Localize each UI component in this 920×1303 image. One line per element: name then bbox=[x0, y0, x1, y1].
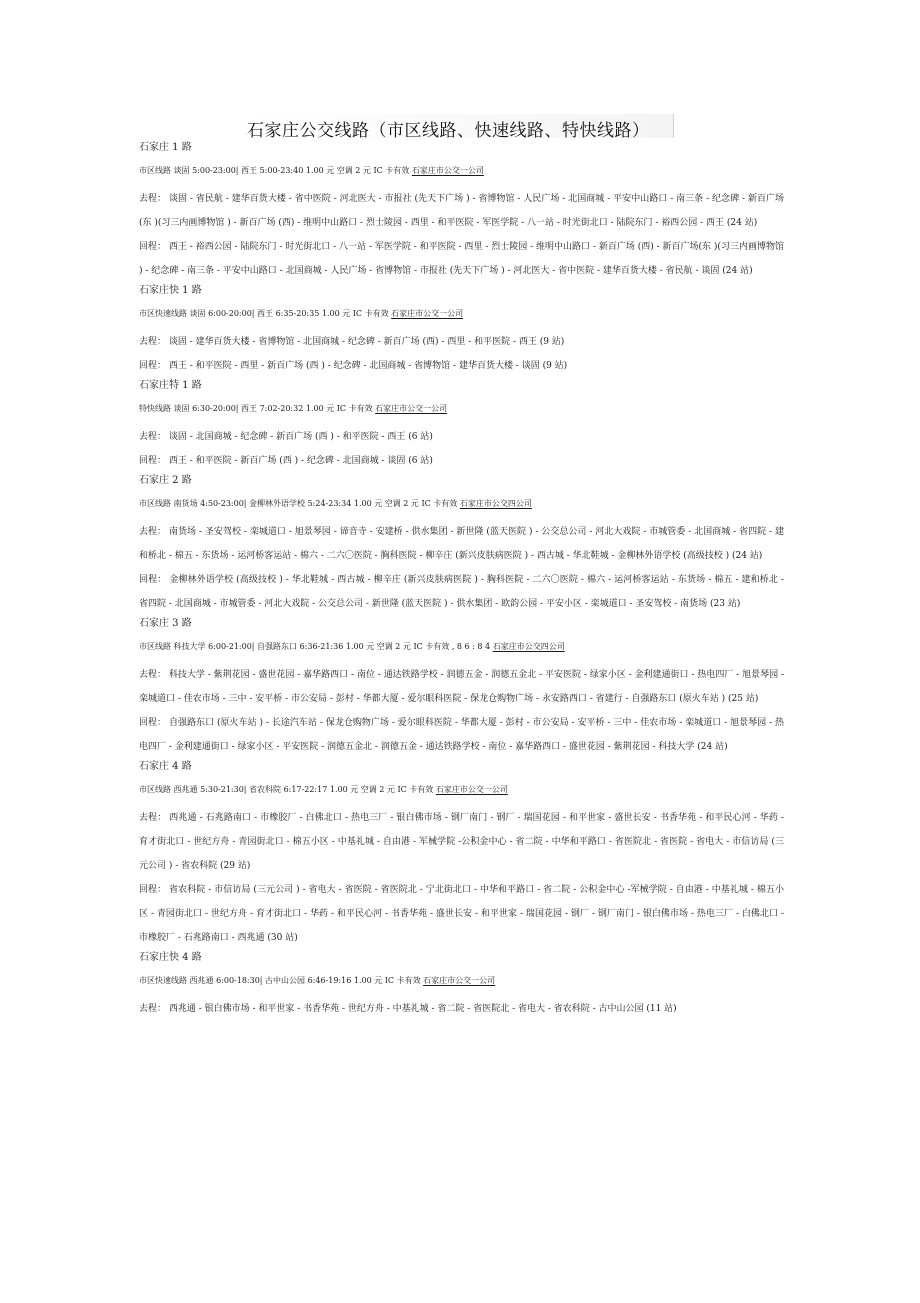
route-company: 石家庄市公交一公司 bbox=[391, 309, 464, 318]
route-name: 石家庄 1 路 bbox=[139, 142, 192, 153]
route-list bbox=[139, 140, 784, 1021]
route-schedule: 特快线路 谈固 6:30-20:00| 西王 7:02-20:32 1.00 元 IC 卡有效 bbox=[139, 404, 373, 413]
route-info bbox=[139, 308, 784, 320]
route-block bbox=[139, 475, 784, 616]
route-outbound: 去程： 西兆通 - 石兆路南口 - 市橡胶厂 - 白佛北口 - 热电三厂 - 银白佛市场 - 钢厂南门 - 钢厂 - 瑞国花园 - 和平世家 - 盛世长安 - 书香华苑 - 和平民心河 - 华药 - 育才街北口 - 世纪方舟 - 青园街北口 - 棉五小区 - 中基礼城 - 自由港 - 军械学院 -公积金中心 - 省二院 - 中华和平路口 - 省医院北 - 省医院 - 省电大 - 市信访局 (三元公司 ) - 省农科院 (29 站) bbox=[139, 813, 784, 871]
route-name: 石家庄 4 路 bbox=[139, 761, 192, 772]
route-block bbox=[139, 380, 784, 473]
route-outbound: 去程： 谈固 - 省民航 - 建华百货大楼 - 省中医院 - 河北医大 - 市报社 (先天下广场 ) - 省博物馆 - 人民广场 - 北国商城 - 平安中山路口 - 南三条 - 纪念碑 - 新百广场 (东 )(习三内画博物馆 ) - 新百广场 (西) - 维明中山路口 - 烈士陵园 - 西里 - 和平医院 - 军医学院 - 八一站 - 时光街北口 - 陆院东门 - 裕西公园 - 西王 (24 站) bbox=[139, 194, 784, 228]
route-info bbox=[139, 165, 784, 177]
route-company: 石家庄市公交一公司 bbox=[411, 166, 484, 175]
route-name: 石家庄快 1 路 bbox=[139, 285, 202, 296]
route-info bbox=[139, 975, 784, 987]
title-box bbox=[243, 114, 674, 141]
route-schedule: 市区线路 南货场 4:50-23:00| 金柳林外语学校 5:24-23:34 1.00 元 空调 2 元 IC 卡有效 bbox=[139, 499, 458, 508]
route-inbound: 回程： 省农科院 - 市信访局 (三元公司 ) - 省电大 - 省医院 - 省医院北 - 宁北街北口 - 中华和平路口 - 省二院 - 公积金中心 -军械学院 - 自由港 - 中基礼城 - 棉五小区 - 青园街北口 - 世纪方舟 - 育才街北口 - 华药 - 和平民心河 - 书香华苑 - 盛世长安 - 和平世家 - 瑞国花园 - 钢厂 - 钢厂南门 - 银白佛市场 - 热电三厂 - 白佛北口 - 市橡胶厂 - 石兆路南口 - 西兆通 (30 站) bbox=[139, 885, 784, 943]
route-block bbox=[139, 952, 784, 1021]
route-inbound: 回程： 金柳林外语学校 (高级技校 ) - 华北鞋城 - 西古城 - 柳辛庄 (新兴皮肤病医院 ) - 胸科医院 - 二六〇医院 - 棉六 - 运河桥客运站 - 东货场 - 棉五 - 建和桥北 - 省四院 - 北国商城 - 市城管委 - 河北大戏院 - 公交总公司 - 新世隆 (蓝天医院 ) - 供水集团 - 欧韵公园 - 平安小区 - 栾城道口 - 圣安驾校 - 南货场 (23 站) bbox=[139, 575, 784, 609]
route-info bbox=[139, 403, 784, 415]
page-title: 石家庄公交线路（市区线路、快速线路、特快线路） bbox=[247, 121, 650, 141]
route-schedule: 市区快速线路 西兆通 6:00-18:30| 古中山公园 6:46-19:16 1.00 元 IC 卡有效 bbox=[139, 976, 421, 985]
route-block bbox=[139, 761, 784, 950]
route-company: 石家庄市公交一公司 bbox=[423, 976, 496, 985]
route-block bbox=[139, 618, 784, 759]
route-company: 石家庄市公交一公司 bbox=[375, 404, 448, 413]
route-info bbox=[139, 641, 784, 653]
route-inbound: 回程： 西王 - 和平医院 - 新百广场 (西 ) - 纪念碑 - 北国商城 - 谈固 (6 站) bbox=[139, 456, 433, 466]
route-inbound: 回程： 西王 - 和平医院 - 西里 - 新百广场 (西 ) - 纪念碑 - 北国商城 - 省博物馆 - 建华百货大楼 - 谈固 (9 站) bbox=[139, 361, 568, 371]
route-company: 石家庄市公交一公司 bbox=[435, 785, 508, 794]
route-schedule: 市区线路 谈固 5:00-23:00| 西王 5:00-23:40 1.00 元 空调 2 元 IC 卡有效 bbox=[139, 166, 410, 175]
route-company: 石家庄市公交四公司 bbox=[459, 499, 532, 508]
route-block bbox=[139, 285, 784, 378]
route-name: 石家庄 3 路 bbox=[139, 618, 192, 629]
route-name: 石家庄快 4 路 bbox=[139, 952, 202, 963]
route-schedule: 市区快速线路 谈固 6:00-20:00| 西王 6:35-20:35 1.00 元 IC 卡有效 bbox=[139, 309, 389, 318]
route-info bbox=[139, 498, 784, 510]
route-outbound: 去程： 科技大学 - 紫荆花园 - 盛世花园 - 嘉华路西口 - 南位 - 通达铁路学校 - 润德五金 - 润德五金北 - 平安医院 - 绿家小区 - 金利建通街口 - 热电四厂 - 旭景琴园 - 栾城道口 - 佳农市场 - 三中 - 安平桥 - 市公安局 - 彭村 - 华都大厦 - 爱尔眼科医院 - 保龙仓购物广场 - 永安路西口 - 省建行 - 自强路东口 (原火车站 ) (25 站) bbox=[139, 670, 784, 704]
route-schedule: 市区线路 西兆通 5:30-21:30| 省农科院 6:17-22:17 1.00 元 空调 2 元 IC 卡有效 bbox=[139, 785, 434, 794]
route-name: 石家庄特 1 路 bbox=[139, 380, 202, 391]
route-name: 石家庄 2 路 bbox=[139, 475, 192, 486]
route-outbound: 去程： 谈固 - 北国商城 - 纪念碑 - 新百广场 (西 ) - 和平医院 - 西王 (6 站) bbox=[139, 432, 433, 442]
route-schedule: 市区线路 科技大学 6:00-21:00| 自强路东口 6:36-21:36 1.00 元 空调 2 元 IC 卡有效 , 8 6 : 8 4 bbox=[139, 642, 491, 651]
route-outbound: 去程： 谈固 - 建华百货大楼 - 省博物馆 - 北国商城 - 纪念碑 - 新百广场 (西) - 西里 - 和平医院 - 西王 (9 站) bbox=[139, 337, 565, 347]
route-company: 石家庄市公交四公司 bbox=[492, 642, 565, 651]
route-inbound: 回程： 西王 - 裕西公园 - 陆院东门 - 时光街北口 - 八一站 - 军医学院 - 和平医院 - 西里 - 烈士陵园 - 维明中山路口 - 新百广场 (西) - 新百广场(东 )(习三内画博物馆 ) - 纪念碑 - 南三条 - 平安中山路口 - 北国商城 - 人民广场 - 省博物馆 - 市报社 (先天下广场 ) - 河北医大 - 省中医院 - 建华百货大楼 - 省民航 - 谈固 (24 站) bbox=[139, 242, 784, 276]
route-info bbox=[139, 784, 784, 796]
route-outbound: 去程： 西兆通 - 银白佛市场 - 和平世家 - 书香华苑 - 世纪方舟 - 中基礼城 - 省二院 - 省医院北 - 省电大 - 省农科院 - 古中山公园 (11 站) bbox=[139, 1004, 677, 1014]
route-inbound: 回程： 自强路东口 (原火车站 ) - 长途汽车站 - 保龙仓购物广场 - 爱尔眼科医院 - 华都大厦 - 彭村 - 市公安局 - 安平桥 - 三中 - 佳农市场 - 栾城道口 - 旭景琴园 - 热电四厂 - 金利建通街口 - 绿家小区 - 平安医院 - 润德五金北 - 润德五金 - 通达铁路学校 - 南位 - 嘉华路西口 - 盛世花园 - 紫荆花园 - 科技大学 (24 站) bbox=[139, 718, 784, 752]
route-outbound: 去程： 南货场 - 圣安驾校 - 栾城道口 - 旭景琴园 - 谛音寺 - 安建桥 - 供水集团 - 新世隆 (蓝天医院 ) - 公交总公司 - 河北大戏院 - 市城管委 - 北国商城 - 省四院 - 建和桥北 - 棉五 - 东货场 - 运河桥客运站 - 棉六 - 二六〇医院 - 胸科医院 - 柳辛庄 (新兴皮肤病医院 ) - 西古城 - 华北鞋城 - 金柳林外语学校 (高级技校 ) (24 站) bbox=[139, 527, 784, 561]
route-block bbox=[139, 142, 784, 283]
